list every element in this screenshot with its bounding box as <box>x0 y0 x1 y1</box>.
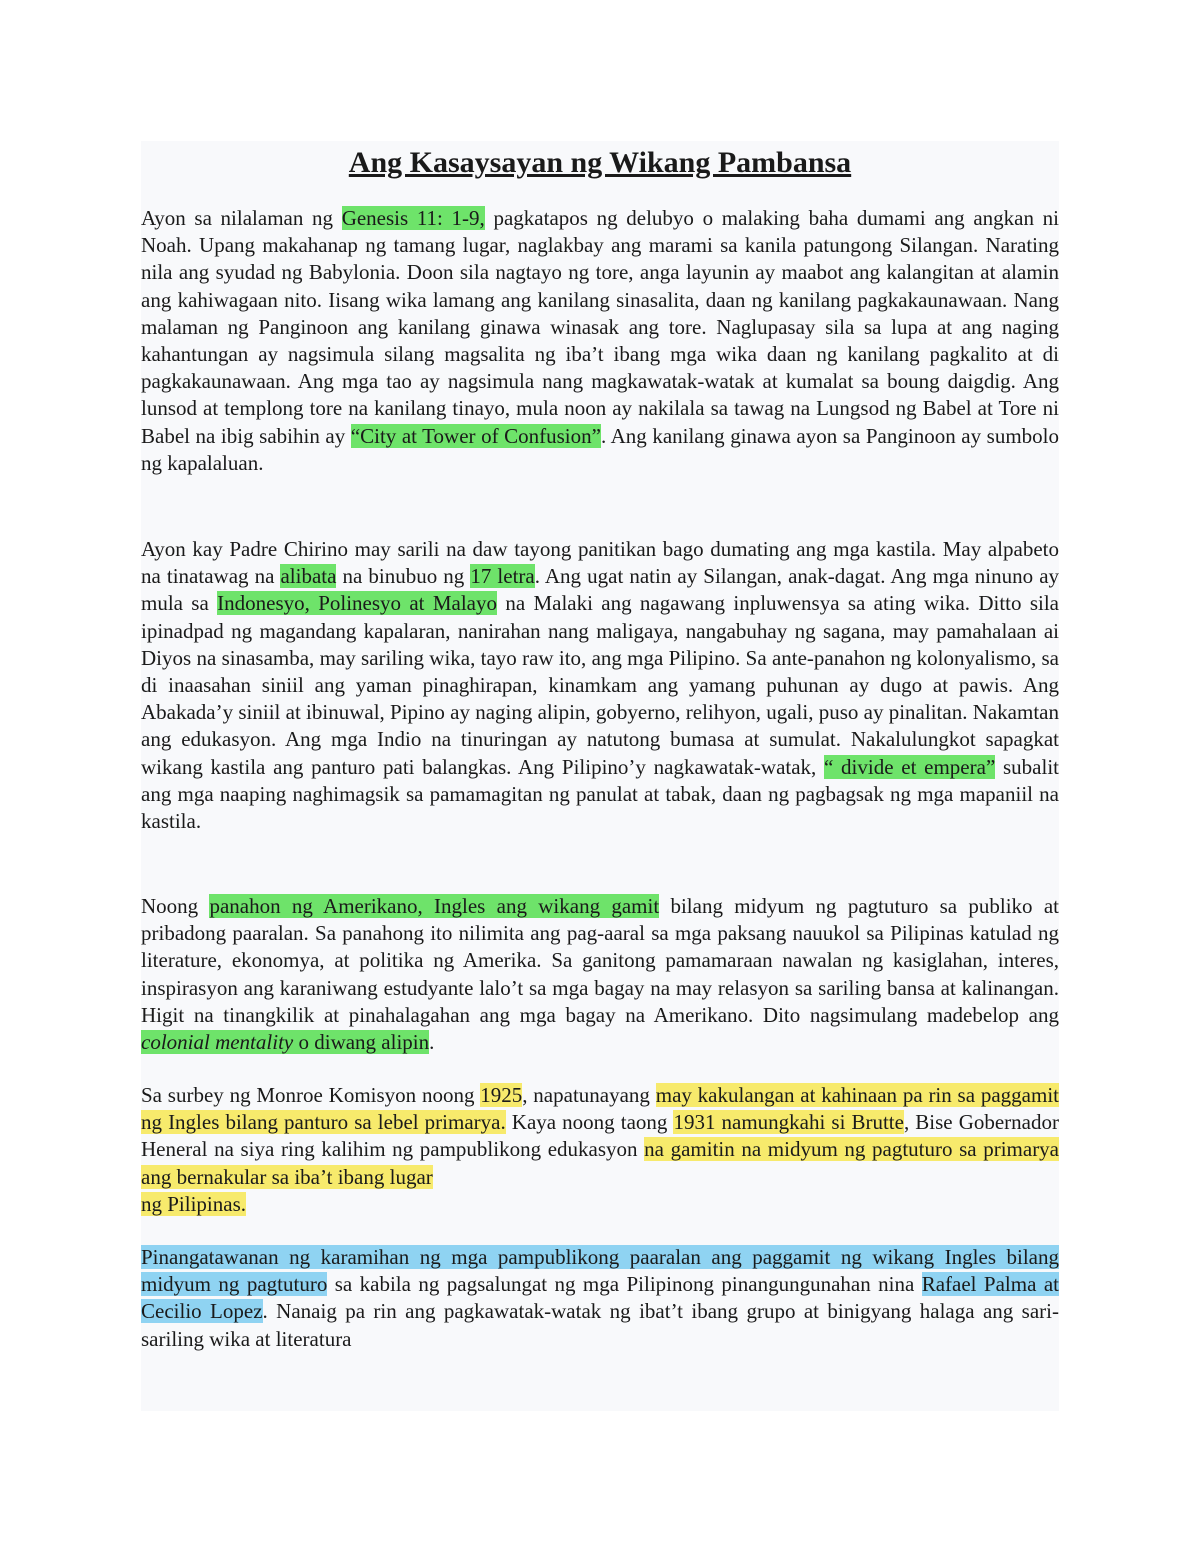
paragraph-amerikano <box>141 893 1059 1056</box>
highlight-pilipinas: ng Pilipinas. <box>141 1191 247 1216</box>
highlight-bernakular: na gamitin na midyum ng pagtuturo sa primarya ang bernakular sa iba’t ibang lugar <box>141 1137 1060 1189</box>
text-run: sa kabila ng pagsalungat ng mga Pilipinong pinangungunahan nina <box>327 1272 922 1297</box>
highlight-pinangatawanan: Pinangatawanan ng karamihan ng mga pampublikong paaralan ang paggamit ng wikang Ingles bilang midyum ng pagtuturo <box>141 1245 1059 1297</box>
text-run: Ayon kay Padre Chirino may sarili na daw tayong panitikan bago dumating ang mga kastila. May alpabeto na tinatawag na <box>141 537 1059 589</box>
text-run: , Bise Gobernador Heneral na siya ring kalihim ng pampublikong edukasyon <box>141 1110 1059 1162</box>
text-run: Kaya noong taong <box>505 1110 674 1135</box>
text-run: Sa surbey ng Monroe Komisyon noong <box>141 1083 481 1107</box>
highlight-alibata: alibata <box>280 564 337 589</box>
highlight-amerikano: panahon ng Amerikano, Ingles ang wikang gamit <box>209 894 660 918</box>
text-run: bilang midyum ng pagtuturo sa publiko at pribadong paaralan. Sa panahong ito nilimita ang pag-aaral sa mga paksang nauukol sa Pilipinas katulad ng literature, ekonomya, at politika ng Amerika. Sa ganitong pamamaraan nawalan ng kasiglahan, interes, inspirasyon ang karaniwang estudyante lalo’t sa mga bagay na may relasyon sa sariling bansa at kalinangan. Higit na tinangkilik at pinahalagahan ang mga bagay na Amerikano. Dito nagsimulang madebelop ang <box>141 894 1059 1027</box>
text-run: o diwang alipin <box>293 1030 430 1055</box>
highlight-ninuno: Indonesyo, Polinesyo at Malayo <box>217 591 497 616</box>
text-run: , napatunayang <box>522 1083 656 1107</box>
highlight-divide-et-empera: “ divide et empera” <box>824 754 996 779</box>
highlight-1931-brutte: 1931 namungkahi si Brutte <box>673 1110 904 1135</box>
highlight-city-tower: “City at Tower of Confusion” <box>350 423 601 448</box>
paragraph-monroe <box>141 1082 1059 1218</box>
text-run: subalit ang mga naaping naghimagsik sa pamamagitan ng panulat at tabak, daan ng pagbagsak ng mga mapaniil na kastila. <box>141 754 1059 834</box>
paragraph-chirino <box>141 536 1059 835</box>
highlight-1925: 1925 <box>480 1083 523 1107</box>
paragraph-pinangatawanan <box>141 1244 1059 1353</box>
text-run: . Nanaig pa rin ang pagkawatak-watak ng ibat’t ibang grupo at binigyang halaga ang sari-sariling wika at literatura <box>141 1299 1060 1351</box>
text-run: na Malaki ang nagawang inpluwensya sa ating wika. Ditto sila ipinadpad ng magandang kapalaran, nanirahan nang maligaya, nangabuhay ng sagana, may pamahalaan ai Diyos na sinasamba, may sariling wika, tayo raw ito, ang mga Pilipino. Sa ante-panahon ng kolonyalismo, sa di inaasahan siniil ang yaman pinaghirapan, kinamkam ang yamang puhunan ay dugo at pawis. Ang Abakada’y siniil at ibinuwal, Pipino ay naging alipin, gobyerno, relihyon, ugali, puso ay pinalitan. Nakamtan ang edukasyon. Ang mga Indio na tinuringan ay natutong bumasa at sumulat. Nakalulungkot sapagkat wikang kastila ang panturo pati balangkas. Ang Pilipino’y nagkawatak-watak, <box>141 591 1060 779</box>
highlight-genesis: Genesis 11: 1-9, <box>341 206 485 230</box>
text-run: . Ang ugat natin ay Silangan, anak-dagat. Ang mga ninuno ay mula sa <box>141 564 1060 616</box>
text-run-italic: colonial mentality <box>141 1030 294 1055</box>
highlight-palma-lopez: Rafael Palma at Cecilio Lopez <box>141 1272 1059 1324</box>
text-run: Noong <box>141 894 210 918</box>
text-run: na binubuo ng <box>336 564 471 589</box>
highlight-colonial-mentality <box>141 1030 429 1054</box>
text-run: . <box>429 1030 435 1055</box>
text-run: pagkatapos ng delubyo o malaking baha dumami ang angkan ni Noah. Upang makahanap ng tamang lugar, naglakbay ang marami sa kanila patungong Silangan. Narating nila ang syudad ng Babylonia. Doon sila nagtayo ng tore, anga layunin ay maabot ang kalangitan at alamin ang kahiwagaan nito. Iisang wika lamang ang kanilang sinasalita, daan ng kanilang pagkakaunawaan. Nang malaman ng Panginoon ang kanilang ginawa winasak ang tore. Naglupasay sila sa lupa at ang naging kahantungan ay nagsimula silang magsalita ng iba’t ibang mga wika daan ng kanilang pagkalito at di pagkakaunawaan. Ang mga tao ay nagsimula nang magkawatak-watak at kumalat sa boung daigdig. Ang lunsod at templong tore na kanilang tinayo, mula noon ay nakilala sa tawag na Lungsod ng Babel at Tore ni Babel na ibig sabihin ay <box>141 206 1059 448</box>
highlight-kakulangan: may kakulangan at kahinaan pa rin sa paggamit ng Ingles bilang panturo sa lebel primarya. <box>141 1083 1059 1135</box>
text-run: . Ang kanilang ginawa ayon sa Panginoon ay sumbolo ng kapalaluan. <box>141 423 1059 475</box>
highlight-17-letra: 17 letra <box>470 564 535 589</box>
paragraph-genesis <box>141 205 1059 477</box>
text-run: Ayon sa nilalaman ng <box>141 206 342 230</box>
document-title: Ang Kasaysayan ng Wikang Pambansa <box>348 146 852 179</box>
